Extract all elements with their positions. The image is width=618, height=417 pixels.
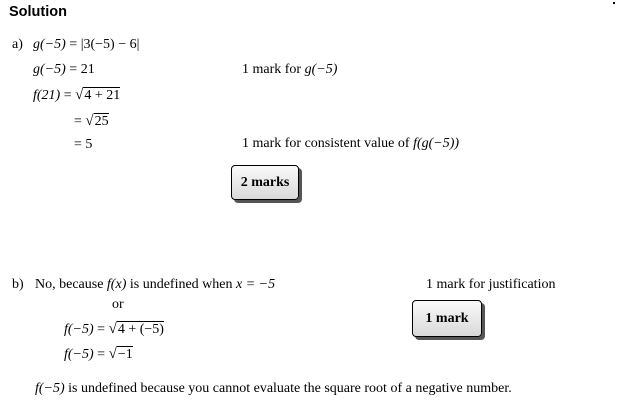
part-a-label: a) — [12, 37, 23, 52]
corner-dot — [613, 2, 615, 4]
sqrt-icon: √ — [108, 321, 117, 337]
part-a-line-2: g(−5) = 21 — [33, 62, 95, 77]
part-b-sentence — [35, 277, 275, 293]
conclusion-text: is undefined because you cannot evaluate the square root of a negative number. — [68, 381, 512, 396]
alt2-radicand: −1 — [117, 347, 133, 362]
line1-lhs: g(−5) — [33, 37, 66, 52]
alt1-lhs: f(−5) — [64, 322, 94, 337]
part-a-total-marks: 2 marks — [231, 165, 299, 200]
part-b-alt-1: f(−5) = √4 + (−5) — [64, 321, 164, 337]
line2-rhs: 21 — [80, 62, 95, 77]
sentence-fx: f(x) — [106, 277, 127, 292]
line3-radicand: 4 + 21 — [84, 88, 121, 103]
alt2-lhs: f(−5) — [64, 347, 94, 362]
part-a-line-1: g(−5) = |3(−5) − 6| — [33, 37, 140, 52]
sentence-mid: is undefined when — [129, 277, 233, 292]
line5-rhs: 5 — [85, 137, 93, 152]
line1-rhs: |3(−5) − 6| — [80, 37, 140, 52]
part-a-line-3: f(21) = √4 + 21 — [33, 87, 121, 103]
mark2-text: 1 mark for consistent value of — [242, 136, 410, 151]
part-b-conclusion — [35, 381, 512, 397]
line3-lhs: f(21) — [33, 88, 61, 103]
part-b-total-marks: 1 mark — [412, 300, 482, 337]
part-b-label: b) — [12, 277, 24, 292]
sqrt-icon: √ — [108, 346, 117, 362]
part-a-line-5: = 5 — [74, 137, 93, 152]
mark-note-1 — [242, 62, 337, 78]
sentence-cond: x = −5 — [236, 277, 276, 292]
solution-heading: Solution — [9, 4, 67, 20]
part-a-line-4: = √25 — [74, 113, 109, 129]
or-text: or — [112, 297, 124, 312]
alt1-radicand: 4 + (−5) — [117, 322, 164, 337]
line2-lhs: g(−5) — [33, 62, 66, 77]
mark-note-2 — [242, 136, 459, 152]
mark1-text: 1 mark for — [242, 62, 302, 77]
part-b-alt-2: f(−5) = √−1 — [64, 346, 133, 362]
line4-radicand: 25 — [94, 114, 109, 129]
sentence-prefix: No, because — [35, 277, 104, 292]
justification-note: 1 mark for justification — [426, 277, 556, 292]
conclusion-math: f(−5) — [35, 381, 65, 396]
sqrt-icon: √ — [75, 87, 84, 103]
mark2-math: f(g(−5)) — [413, 136, 460, 151]
sqrt-icon: √ — [85, 113, 94, 129]
mark1-math: g(−5) — [304, 62, 338, 77]
